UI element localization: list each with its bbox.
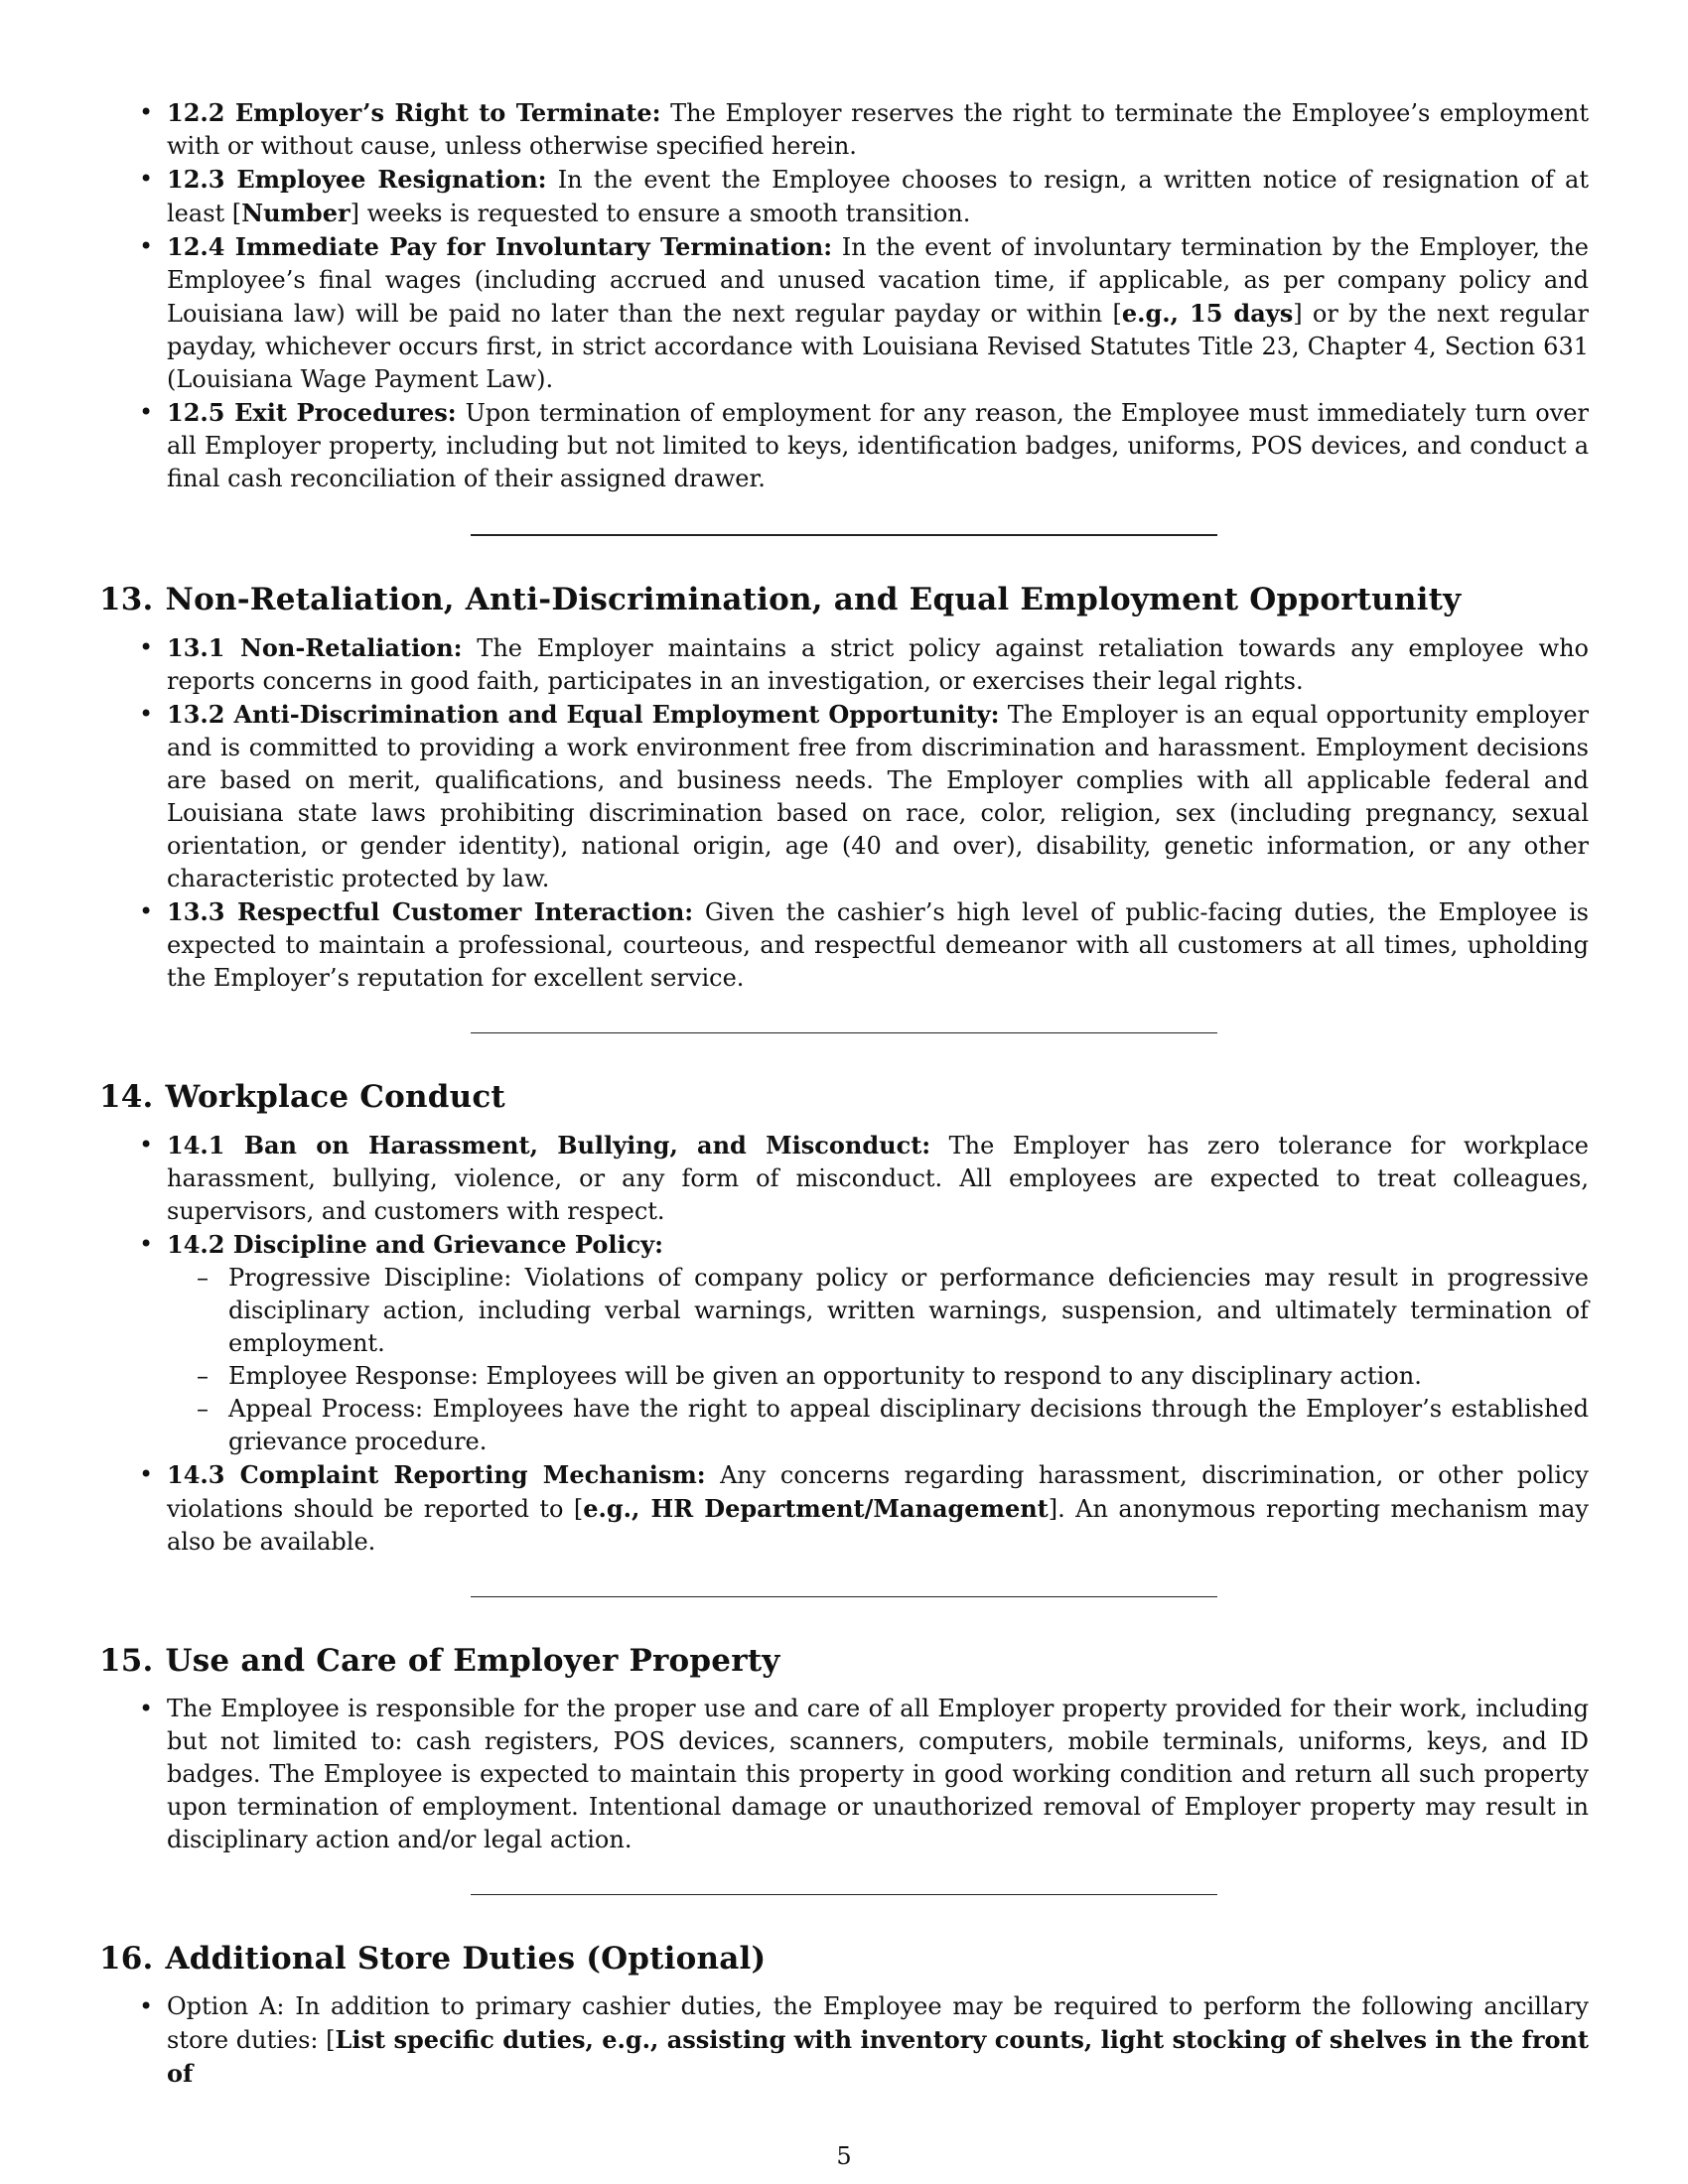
list-item — [167, 895, 1589, 995]
sub-list-item: – Employee Response: Employees will be given an opportunity to respond to any disciplinary action. — [228, 1360, 1589, 1393]
section-title: Additional Store Duties (Optional) — [165, 1941, 767, 1977]
section-14-heading — [99, 1077, 1589, 1117]
item-text: In the event the Employee chooses to resign, a written notice of resignation of at least [ — [167, 166, 1589, 227]
placeholder-text: List specific duties, e.g., assisting with inventory counts, light stocking of shelves in the front of — [167, 2025, 1590, 2088]
sub-list-item: – Appeal Process: Employees have the right to appeal disciplinary decisions through the Employer’s established grievance procedure. — [228, 1393, 1589, 1458]
section-divider — [471, 1596, 1217, 1597]
placeholder-text: e.g., HR Department/Management — [583, 1494, 1049, 1523]
item-text: The Employer has zero tolerance for workplace harassment, bullying, violence, or any form of misconduct. All employees are expected to treat colleagues, supervisors, and customers with respect. — [167, 1132, 1589, 1225]
list-item — [167, 163, 1589, 230]
section-15-heading — [99, 1641, 1589, 1681]
item-text: ]. An anonymous reporting mechanism may also be available. — [167, 1495, 1589, 1556]
list-item — [167, 698, 1589, 895]
item-text: ] or by the next regular payday, whichever occurs first, in strict accordance with Louisiana Revised Statutes Title 23, Chapter 4, Section 631 (Louisiana Wage Payment Law). — [167, 300, 1590, 393]
item-text: Any concerns regarding harassment, discrimination, or other policy violations should be reported to [ — [167, 1461, 1589, 1523]
item-text: In the event of involuntary termination by the Employer, the Employee’s final wages (including accrued and unused vacation time, if applicable, as per company policy and Louisiana law) will be paid no later than the next regular payday or within [ — [167, 233, 1589, 328]
section-12-list — [99, 96, 1589, 495]
section-number: 13. — [99, 582, 154, 617]
item-text: Upon termination of employment for any reason, the Employee must immediately turn over all Employer property, including but not limited to keys, identification badges, uniforms, POS devices, and conduct a final cash reconciliation of their assigned drawer. — [167, 399, 1589, 492]
list-item: • The Employee is responsible for the proper use and care of all Employer property provided for their work, including but not limited to: cash registers, POS devices, scanners, computers, mobile terminals, uniforms, keys, and ID badges. The Employee is expected to maintain this property in good working condition and return all such property upon termination of employment. Intentional damage or unauthorized removal of Employer property may result in disciplinary action and/or legal action. — [167, 1693, 1589, 1856]
list-item — [167, 1129, 1589, 1228]
item-text: ] weeks is requested to ensure a smooth transition. — [350, 200, 971, 227]
item-text: Option A: In addition to primary cashier duties, the Employee may be required to perform the following ancillary store duties: [ — [167, 1992, 1589, 2054]
item-label: 14.2 Discipline and Grievance Policy: — [167, 1230, 663, 1259]
section-13-heading — [99, 580, 1589, 619]
section-14-list — [99, 1129, 1589, 1559]
item-text: Given the cashier’s high level of public-facing duties, the Employee is expected to maintain a professional, courteous, and respectful demeanor with all customers at all times, upholding the Employer’s reputation for excellent service. — [167, 898, 1589, 992]
page-number: 5 — [836, 2142, 852, 2170]
item-label: 12.2 Employer’s Right to Terminate: — [167, 98, 661, 127]
list-item — [167, 1228, 1589, 1458]
section-13-list — [99, 631, 1589, 995]
section-number: 15. — [99, 1643, 154, 1679]
section-title: Workplace Conduct — [165, 1079, 505, 1115]
sub-list-item: – Progressive Discipline: Violations of company policy or performance deficiencies may result in progressive disciplinary action, including verbal warnings, written warnings, suspension, and ultimately termination of employment. — [228, 1262, 1589, 1360]
list-item — [167, 631, 1589, 698]
item-label: 12.4 Immediate Pay for Involuntary Termination: — [167, 232, 833, 261]
section-divider — [471, 534, 1217, 536]
item-label: 13.2 Anti-Discrimination and Equal Employment Opportunity: — [167, 700, 1000, 729]
item-label: 12.5 Exit Procedures: — [167, 398, 457, 427]
placeholder-text: e.g., 15 days — [1121, 299, 1294, 328]
item-text: The Employer is an equal opportunity employer and is committed to providing a work environment free from discrimination and harassment. Employment decisions are based on merit, qualifications, and business needs. The Employer complies with all applicable federal and Louisiana state laws prohibiting discrimination based on race, color, religion, sex (including pregnancy, sexual orientation, or gender identity), national origin, age (40 and over), disability, genetic information, or any other characteristic protected by law. — [167, 701, 1589, 892]
list-item — [167, 96, 1589, 163]
section-15-list — [99, 1693, 1589, 1856]
item-label: 13.3 Respectful Customer Interaction: — [167, 897, 694, 926]
list-item — [167, 230, 1589, 396]
section-number: 16. — [99, 1941, 154, 1977]
list-item — [167, 396, 1589, 495]
item-label: 14.3 Complaint Reporting Mechanism: — [167, 1460, 706, 1489]
placeholder-text: Number — [241, 199, 351, 227]
section-divider — [471, 1032, 1217, 1033]
section-title: Use and Care of Employer Property — [165, 1643, 780, 1679]
discipline-sublist — [167, 1262, 1589, 1458]
item-label: 14.1 Ban on Harassment, Bullying, and Misconduct: — [167, 1131, 931, 1160]
section-16-list — [99, 1990, 1589, 2091]
section-16-heading — [99, 1939, 1589, 1979]
section-title: Non-Retaliation, Anti-Discrimination, and Equal Employment Opportunity — [165, 582, 1462, 617]
list-item — [167, 1458, 1589, 1559]
item-label: 13.1 Non-Retaliation: — [167, 633, 463, 662]
page-content — [99, 99, 1589, 2091]
section-number: 14. — [99, 1079, 154, 1115]
list-item — [167, 1990, 1589, 2091]
item-text: The Employer maintains a strict policy against retaliation towards any employee who reports concerns in good faith, participates in an investigation, or exercises their legal rights. — [167, 634, 1589, 695]
section-divider — [471, 1894, 1217, 1895]
item-label: 12.3 Employee Resignation: — [167, 165, 547, 194]
item-text: The Employer reserves the right to terminate the Employee’s employment with or without cause, unless otherwise specified herein. — [167, 99, 1590, 160]
